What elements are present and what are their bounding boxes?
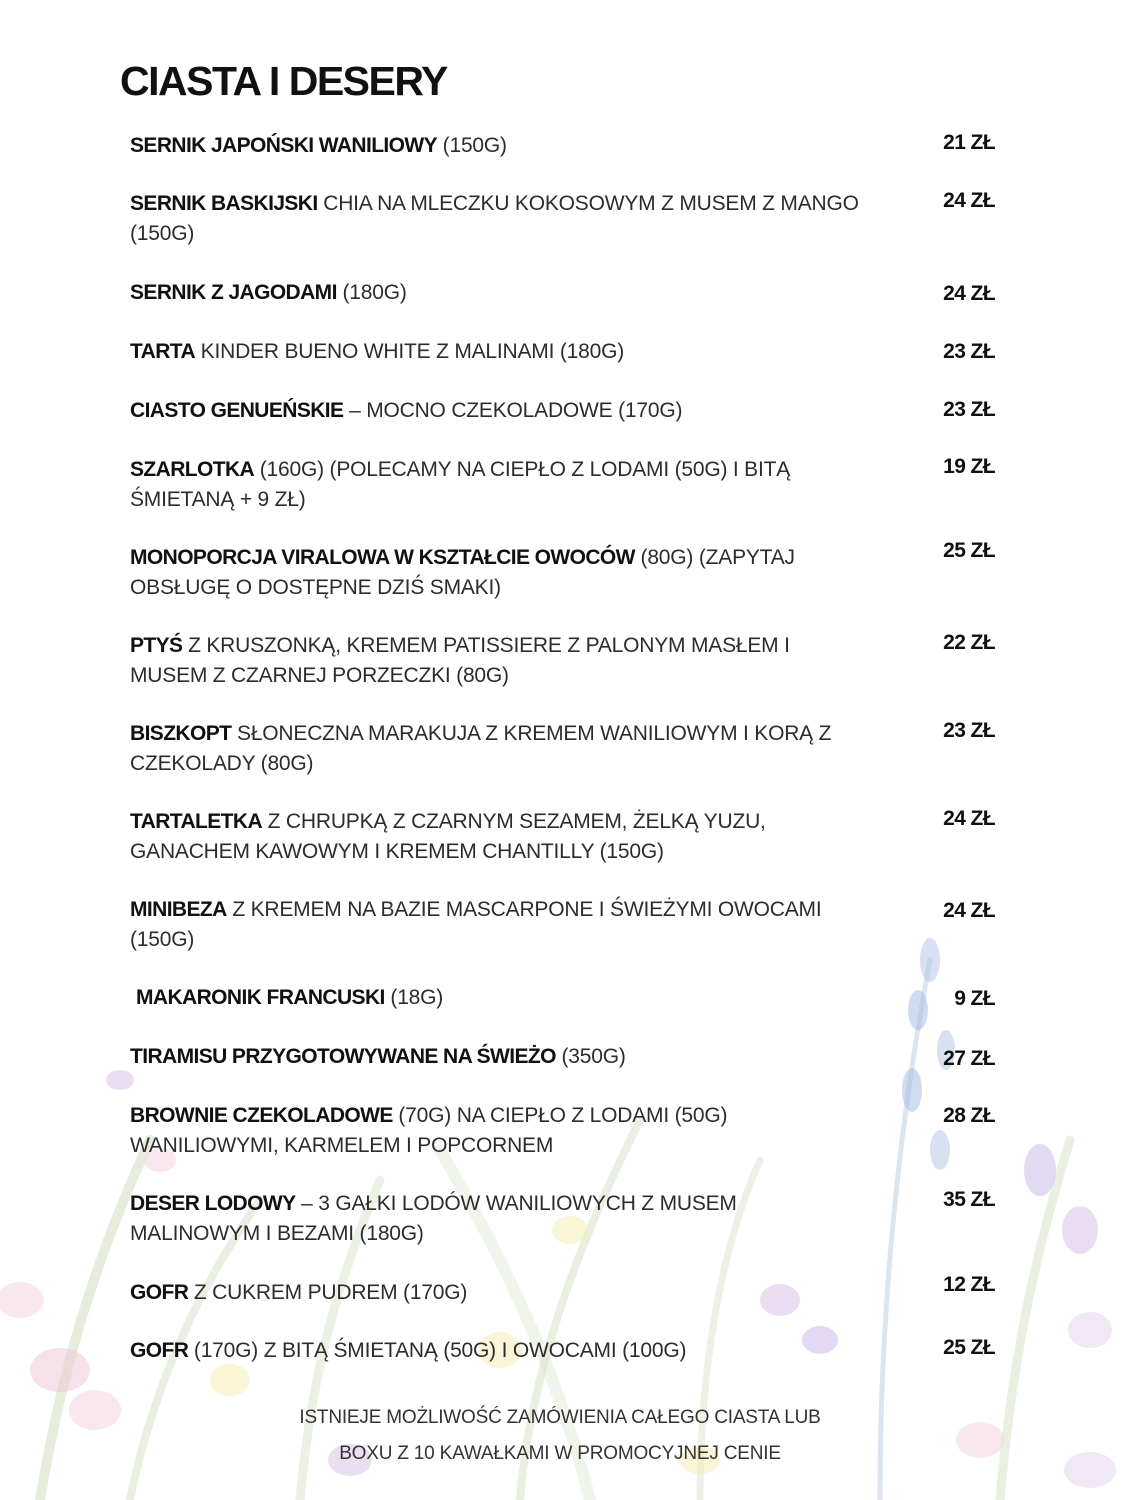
item-detail: (150G)	[437, 134, 507, 157]
item-detail: SŁONECZNA MARAKUJA Z KREMEM WANILIOWYM I KORĄ Z CZEKOLADY (80G)	[130, 722, 832, 775]
item-name: BROWNIE CZEKOLADOWE	[130, 1104, 393, 1127]
item-detail: Z CUKREM PUDREM (170G)	[188, 1281, 468, 1304]
item-detail: CHIA NA MLECZKU KOKOSOWYM Z MUSEM Z MANGO (150G)	[130, 192, 859, 245]
item-description	[130, 337, 865, 367]
item-price: 23 ZŁ	[943, 719, 995, 742]
item-description	[130, 1278, 865, 1308]
item-detail: Z CHRUPKĄ Z CZARNYM SEZAMEM, ŻELKĄ YUZU, GANACHEM KAWOWYM I KREMEM CHANTILLY (150G)	[130, 810, 766, 863]
item-price: 12 ZŁ	[943, 1273, 995, 1296]
note-line: BOXU Z 10 KAWAŁKAMI W PROMOCYJNEJ CENIE	[339, 1443, 781, 1464]
item-detail: (18G)	[384, 986, 444, 1009]
item-name: GOFR	[130, 1339, 189, 1362]
item-price: 24 ZŁ	[943, 282, 995, 305]
item-detail: (350G)	[555, 1045, 626, 1068]
item-detail: (170G) Z BITĄ ŚMIETANĄ (50G) I OWOCAMI (100G)	[188, 1339, 687, 1362]
item-description	[130, 1189, 865, 1249]
item-price: 24 ZŁ	[943, 899, 995, 922]
item-price: 24 ZŁ	[943, 807, 995, 830]
item-description	[130, 719, 865, 779]
item-price: 23 ZŁ	[943, 398, 995, 421]
item-name: SZARLOTKA	[130, 458, 255, 481]
item-description	[130, 189, 865, 249]
item-price: 28 ZŁ	[943, 1104, 995, 1127]
item-price: 27 ZŁ	[943, 1047, 995, 1070]
item-name: MINIBEZA	[130, 898, 227, 921]
item-name: SERNIK JAPOŃSKI WANILIOWY	[130, 134, 438, 157]
item-name: TARTALETKA	[130, 810, 263, 833]
item-description	[130, 396, 865, 426]
item-detail: (160G) (POLECAMY NA CIEPŁO Z LODAMI (50G) I BITĄ ŚMIETANĄ + 9 ZŁ)	[130, 458, 791, 511]
item-price: 21 ZŁ	[943, 131, 995, 154]
item-description	[130, 131, 865, 161]
item-price: 25 ZŁ	[943, 539, 995, 562]
item-price: 22 ZŁ	[943, 631, 995, 654]
item-detail: KINDER BUENO WHITE Z MALINAMI (180G)	[195, 340, 625, 363]
item-name: MAKARONIK FRANCUSKI	[136, 986, 385, 1009]
item-name: MONOPORCJA VIRALOWA W KSZTAŁCIE OWOCÓW	[130, 546, 635, 569]
item-detail: Z KRUSZONKĄ, KREMEM PATISSIERE Z PALONYM MASŁEM I MUSEM Z CZARNEJ PORZECZKI (80G)	[130, 634, 790, 687]
item-name: PTYŚ	[130, 634, 183, 657]
item-name: TARTA	[130, 340, 196, 363]
item-name: TIRAMISU PRZYGOTOWYWANE NA ŚWIEŻO	[130, 1045, 556, 1068]
item-detail: Z KREMEM NA BAZIE MASCARPONE I ŚWIEŻYMI OWOCAMI (150G)	[130, 898, 822, 951]
item-name: SERNIK BASKIJSKI	[130, 192, 318, 215]
menu-title: CIASTA I DESERY	[120, 58, 447, 104]
item-description	[130, 895, 865, 955]
item-description	[130, 807, 865, 867]
item-detail: (70G) NA CIEPŁO Z LODAMI (50G) WANILIOWYMI, KARMELEM I POPCORNEM	[130, 1104, 728, 1157]
item-price: 35 ZŁ	[943, 1188, 995, 1211]
item-price: 23 ZŁ	[943, 340, 995, 363]
item-description	[130, 278, 865, 308]
item-name: CIASTO GENUEŃSKIE	[130, 399, 344, 422]
item-name: BISZKOPT	[130, 722, 232, 745]
item-price: 19 ZŁ	[943, 455, 995, 478]
item-description	[130, 543, 865, 603]
item-detail: – MOCNO CZEKOLADOWE (170G)	[343, 399, 683, 422]
item-description	[130, 455, 865, 515]
item-description	[130, 631, 865, 691]
item-description	[130, 1101, 865, 1161]
item-name: GOFR	[130, 1281, 189, 1304]
item-description	[136, 983, 871, 1013]
item-detail: – 3 GAŁKI LODÓW WANILIOWYCH Z MUSEM MALINOWYM I BEZAMI (180G)	[130, 1192, 737, 1245]
item-name: DESER LODOWY	[130, 1192, 296, 1215]
item-detail: (80G) (ZAPYTAJ OBSŁUGĘ O DOSTĘPNE DZIŚ SMAKI)	[130, 546, 795, 599]
item-description	[130, 1042, 865, 1072]
item-detail: (180G)	[336, 281, 407, 304]
note-line: ISTNIEJE MOŻLIWOŚĆ ZAMÓWIENIA CAŁEGO CIASTA LUB	[299, 1407, 821, 1428]
item-description	[130, 1336, 865, 1366]
item-price: 9 ZŁ	[954, 987, 995, 1010]
item-price: 25 ZŁ	[943, 1336, 995, 1359]
whole-cake-note	[210, 1400, 910, 1472]
item-name: SERNIK Z JAGODAMI	[130, 281, 337, 304]
item-price: 24 ZŁ	[943, 189, 995, 212]
